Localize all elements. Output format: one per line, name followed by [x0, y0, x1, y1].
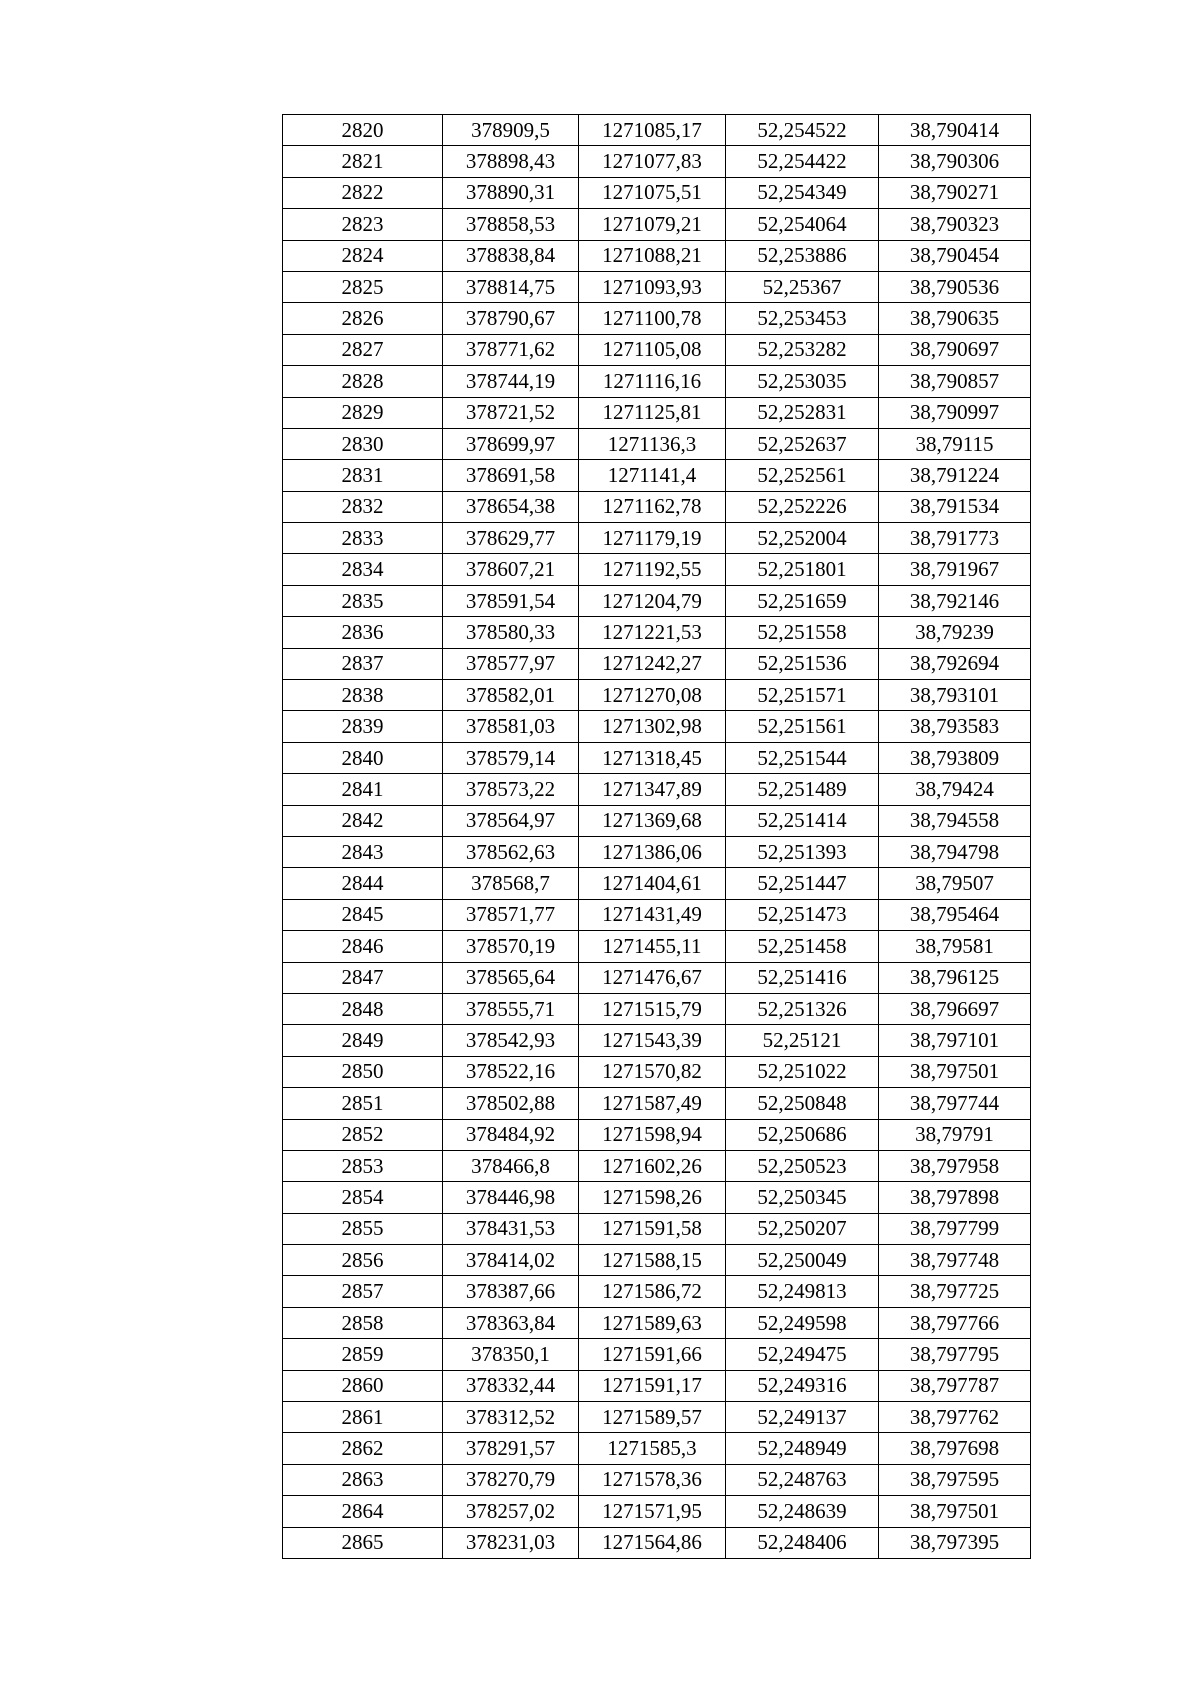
y-coordinate-cell: 1271591,17: [579, 1370, 726, 1401]
x-coordinate-cell: 378350,1: [443, 1339, 579, 1370]
latitude-cell: 52,252637: [726, 428, 879, 459]
point-number-cell: 2820: [283, 115, 443, 146]
x-coordinate-cell: 378542,93: [443, 1025, 579, 1056]
table-row: [283, 460, 1031, 491]
y-coordinate-cell: 1271543,39: [579, 1025, 726, 1056]
y-coordinate-cell: 1271116,16: [579, 366, 726, 397]
latitude-cell: 52,254349: [726, 177, 879, 208]
latitude-cell: 52,251393: [726, 836, 879, 867]
point-number-cell: 2846: [283, 931, 443, 962]
latitude-cell: 52,251022: [726, 1056, 879, 1087]
latitude-cell: 52,250523: [726, 1150, 879, 1181]
longitude-cell: 38,797101: [879, 1025, 1031, 1056]
table-row: [283, 1370, 1031, 1401]
y-coordinate-cell: 1271571,95: [579, 1496, 726, 1527]
y-coordinate-cell: 1271589,63: [579, 1307, 726, 1338]
longitude-cell: 38,797501: [879, 1056, 1031, 1087]
x-coordinate-cell: 378898,43: [443, 146, 579, 177]
y-coordinate-cell: 1271564,86: [579, 1527, 726, 1558]
longitude-cell: 38,790454: [879, 240, 1031, 271]
x-coordinate-cell: 378555,71: [443, 993, 579, 1024]
latitude-cell: 52,251536: [726, 648, 879, 679]
x-coordinate-cell: 378312,52: [443, 1402, 579, 1433]
x-coordinate-cell: 378691,58: [443, 460, 579, 491]
table-row: [283, 1464, 1031, 1495]
latitude-cell: 52,254064: [726, 209, 879, 240]
longitude-cell: 38,797744: [879, 1088, 1031, 1119]
longitude-cell: 38,797395: [879, 1527, 1031, 1558]
x-coordinate-cell: 378414,02: [443, 1245, 579, 1276]
y-coordinate-cell: 1271587,49: [579, 1088, 726, 1119]
longitude-cell: 38,794798: [879, 836, 1031, 867]
y-coordinate-cell: 1271302,98: [579, 711, 726, 742]
x-coordinate-cell: 378431,53: [443, 1213, 579, 1244]
point-number-cell: 2863: [283, 1464, 443, 1495]
table-row: [283, 366, 1031, 397]
y-coordinate-cell: 1271586,72: [579, 1276, 726, 1307]
longitude-cell: 38,790414: [879, 115, 1031, 146]
longitude-cell: 38,791967: [879, 554, 1031, 585]
longitude-cell: 38,79507: [879, 868, 1031, 899]
point-number-cell: 2830: [283, 428, 443, 459]
y-coordinate-cell: 1271585,3: [579, 1433, 726, 1464]
y-coordinate-cell: 1271386,06: [579, 836, 726, 867]
longitude-cell: 38,790997: [879, 397, 1031, 428]
longitude-cell: 38,797748: [879, 1245, 1031, 1276]
y-coordinate-cell: 1271141,4: [579, 460, 726, 491]
latitude-cell: 52,248949: [726, 1433, 879, 1464]
x-coordinate-cell: 378629,77: [443, 523, 579, 554]
point-number-cell: 2856: [283, 1245, 443, 1276]
table-row: [283, 1433, 1031, 1464]
longitude-cell: 38,79115: [879, 428, 1031, 459]
table-row: [283, 1025, 1031, 1056]
longitude-cell: 38,79424: [879, 774, 1031, 805]
x-coordinate-cell: 378568,7: [443, 868, 579, 899]
point-number-cell: 2840: [283, 742, 443, 773]
latitude-cell: 52,253035: [726, 366, 879, 397]
latitude-cell: 52,251473: [726, 899, 879, 930]
table-row: [283, 491, 1031, 522]
y-coordinate-cell: 1271369,68: [579, 805, 726, 836]
x-coordinate-cell: 378582,01: [443, 680, 579, 711]
table-row: [283, 962, 1031, 993]
y-coordinate-cell: 1271589,57: [579, 1402, 726, 1433]
table-row: [283, 209, 1031, 240]
y-coordinate-cell: 1271093,93: [579, 271, 726, 302]
y-coordinate-cell: 1271455,11: [579, 931, 726, 962]
longitude-cell: 38,794558: [879, 805, 1031, 836]
longitude-cell: 38,797762: [879, 1402, 1031, 1433]
table-row: [283, 1339, 1031, 1370]
latitude-cell: 52,251416: [726, 962, 879, 993]
table-row: [283, 805, 1031, 836]
latitude-cell: 52,251659: [726, 585, 879, 616]
x-coordinate-cell: 378565,64: [443, 962, 579, 993]
latitude-cell: 52,252561: [726, 460, 879, 491]
table-row: [283, 711, 1031, 742]
x-coordinate-cell: 378577,97: [443, 648, 579, 679]
point-number-cell: 2839: [283, 711, 443, 742]
x-coordinate-cell: 378699,97: [443, 428, 579, 459]
table-row: [283, 1056, 1031, 1087]
x-coordinate-cell: 378270,79: [443, 1464, 579, 1495]
x-coordinate-cell: 378744,19: [443, 366, 579, 397]
latitude-cell: 52,250345: [726, 1182, 879, 1213]
latitude-cell: 52,252004: [726, 523, 879, 554]
latitude-cell: 52,251801: [726, 554, 879, 585]
table-row: [283, 397, 1031, 428]
point-number-cell: 2851: [283, 1088, 443, 1119]
longitude-cell: 38,797766: [879, 1307, 1031, 1338]
point-number-cell: 2829: [283, 397, 443, 428]
longitude-cell: 38,797795: [879, 1339, 1031, 1370]
y-coordinate-cell: 1271404,61: [579, 868, 726, 899]
table-row: [283, 428, 1031, 459]
y-coordinate-cell: 1271347,89: [579, 774, 726, 805]
table-row: [283, 617, 1031, 648]
latitude-cell: 52,251558: [726, 617, 879, 648]
latitude-cell: 52,253282: [726, 334, 879, 365]
table-row: [283, 1119, 1031, 1150]
x-coordinate-cell: 378581,03: [443, 711, 579, 742]
y-coordinate-cell: 1271085,17: [579, 115, 726, 146]
longitude-cell: 38,790271: [879, 177, 1031, 208]
longitude-cell: 38,790857: [879, 366, 1031, 397]
longitude-cell: 38,793809: [879, 742, 1031, 773]
longitude-cell: 38,790697: [879, 334, 1031, 365]
point-number-cell: 2826: [283, 303, 443, 334]
latitude-cell: 52,25367: [726, 271, 879, 302]
longitude-cell: 38,790635: [879, 303, 1031, 334]
longitude-cell: 38,797898: [879, 1182, 1031, 1213]
x-coordinate-cell: 378332,44: [443, 1370, 579, 1401]
latitude-cell: 52,248763: [726, 1464, 879, 1495]
point-number-cell: 2824: [283, 240, 443, 271]
latitude-cell: 52,252831: [726, 397, 879, 428]
y-coordinate-cell: 1271204,79: [579, 585, 726, 616]
point-number-cell: 2860: [283, 1370, 443, 1401]
y-coordinate-cell: 1271270,08: [579, 680, 726, 711]
latitude-cell: 52,254422: [726, 146, 879, 177]
y-coordinate-cell: 1271431,49: [579, 899, 726, 930]
coordinates-table-body: [283, 115, 1031, 1559]
table-row: [283, 868, 1031, 899]
point-number-cell: 2822: [283, 177, 443, 208]
point-number-cell: 2857: [283, 1276, 443, 1307]
x-coordinate-cell: 378291,57: [443, 1433, 579, 1464]
longitude-cell: 38,792146: [879, 585, 1031, 616]
table-row: [283, 742, 1031, 773]
latitude-cell: 52,252226: [726, 491, 879, 522]
table-row: [283, 774, 1031, 805]
latitude-cell: 52,253886: [726, 240, 879, 271]
x-coordinate-cell: 378570,19: [443, 931, 579, 962]
latitude-cell: 52,249813: [726, 1276, 879, 1307]
longitude-cell: 38,790323: [879, 209, 1031, 240]
x-coordinate-cell: 378466,8: [443, 1150, 579, 1181]
latitude-cell: 52,248406: [726, 1527, 879, 1558]
latitude-cell: 52,250207: [726, 1213, 879, 1244]
x-coordinate-cell: 378363,84: [443, 1307, 579, 1338]
longitude-cell: 38,790306: [879, 146, 1031, 177]
y-coordinate-cell: 1271075,51: [579, 177, 726, 208]
x-coordinate-cell: 378564,97: [443, 805, 579, 836]
latitude-cell: 52,251458: [726, 931, 879, 962]
y-coordinate-cell: 1271591,58: [579, 1213, 726, 1244]
longitude-cell: 38,793583: [879, 711, 1031, 742]
table-row: [283, 1088, 1031, 1119]
y-coordinate-cell: 1271162,78: [579, 491, 726, 522]
latitude-cell: 52,249137: [726, 1402, 879, 1433]
longitude-cell: 38,795464: [879, 899, 1031, 930]
point-number-cell: 2825: [283, 271, 443, 302]
point-number-cell: 2865: [283, 1527, 443, 1558]
y-coordinate-cell: 1271192,55: [579, 554, 726, 585]
table-row: [283, 1150, 1031, 1181]
point-number-cell: 2843: [283, 836, 443, 867]
x-coordinate-cell: 378387,66: [443, 1276, 579, 1307]
y-coordinate-cell: 1271591,66: [579, 1339, 726, 1370]
latitude-cell: 52,251326: [726, 993, 879, 1024]
x-coordinate-cell: 378573,22: [443, 774, 579, 805]
table-row: [283, 1402, 1031, 1433]
point-number-cell: 2854: [283, 1182, 443, 1213]
x-coordinate-cell: 378484,92: [443, 1119, 579, 1150]
y-coordinate-cell: 1271578,36: [579, 1464, 726, 1495]
longitude-cell: 38,79791: [879, 1119, 1031, 1150]
longitude-cell: 38,796697: [879, 993, 1031, 1024]
table-row: [283, 1307, 1031, 1338]
table-row: [283, 146, 1031, 177]
table-row: [283, 931, 1031, 962]
table-row: [283, 1182, 1031, 1213]
latitude-cell: 52,251489: [726, 774, 879, 805]
point-number-cell: 2850: [283, 1056, 443, 1087]
point-number-cell: 2849: [283, 1025, 443, 1056]
x-coordinate-cell: 378446,98: [443, 1182, 579, 1213]
x-coordinate-cell: 378654,38: [443, 491, 579, 522]
latitude-cell: 52,253453: [726, 303, 879, 334]
x-coordinate-cell: 378771,62: [443, 334, 579, 365]
y-coordinate-cell: 1271079,21: [579, 209, 726, 240]
table-row: [283, 1213, 1031, 1244]
y-coordinate-cell: 1271077,83: [579, 146, 726, 177]
table-row: [283, 585, 1031, 616]
x-coordinate-cell: 378721,52: [443, 397, 579, 428]
table-row: [283, 554, 1031, 585]
y-coordinate-cell: 1271179,19: [579, 523, 726, 554]
longitude-cell: 38,791773: [879, 523, 1031, 554]
table-row: [283, 680, 1031, 711]
point-number-cell: 2838: [283, 680, 443, 711]
point-number-cell: 2823: [283, 209, 443, 240]
table-row: [283, 240, 1031, 271]
table-row: [283, 334, 1031, 365]
y-coordinate-cell: 1271598,94: [579, 1119, 726, 1150]
x-coordinate-cell: 378502,88: [443, 1088, 579, 1119]
table-row: [283, 271, 1031, 302]
latitude-cell: 52,250848: [726, 1088, 879, 1119]
longitude-cell: 38,793101: [879, 680, 1031, 711]
latitude-cell: 52,249475: [726, 1339, 879, 1370]
point-number-cell: 2834: [283, 554, 443, 585]
point-number-cell: 2827: [283, 334, 443, 365]
table-row: [283, 648, 1031, 679]
y-coordinate-cell: 1271088,21: [579, 240, 726, 271]
point-number-cell: 2845: [283, 899, 443, 930]
point-number-cell: 2837: [283, 648, 443, 679]
x-coordinate-cell: 378790,67: [443, 303, 579, 334]
y-coordinate-cell: 1271515,79: [579, 993, 726, 1024]
latitude-cell: 52,249316: [726, 1370, 879, 1401]
point-number-cell: 2853: [283, 1150, 443, 1181]
latitude-cell: 52,251414: [726, 805, 879, 836]
point-number-cell: 2841: [283, 774, 443, 805]
table-row: [283, 1276, 1031, 1307]
x-coordinate-cell: 378814,75: [443, 271, 579, 302]
longitude-cell: 38,79581: [879, 931, 1031, 962]
table-row: [283, 1527, 1031, 1558]
latitude-cell: 52,249598: [726, 1307, 879, 1338]
latitude-cell: 52,254522: [726, 115, 879, 146]
point-number-cell: 2842: [283, 805, 443, 836]
y-coordinate-cell: 1271318,45: [579, 742, 726, 773]
point-number-cell: 2847: [283, 962, 443, 993]
longitude-cell: 38,79239: [879, 617, 1031, 648]
longitude-cell: 38,791534: [879, 491, 1031, 522]
point-number-cell: 2828: [283, 366, 443, 397]
point-number-cell: 2862: [283, 1433, 443, 1464]
longitude-cell: 38,791224: [879, 460, 1031, 491]
table-row: [283, 1245, 1031, 1276]
latitude-cell: 52,251544: [726, 742, 879, 773]
latitude-cell: 52,250686: [726, 1119, 879, 1150]
longitude-cell: 38,797725: [879, 1276, 1031, 1307]
point-number-cell: 2836: [283, 617, 443, 648]
y-coordinate-cell: 1271598,26: [579, 1182, 726, 1213]
longitude-cell: 38,797799: [879, 1213, 1031, 1244]
point-number-cell: 2821: [283, 146, 443, 177]
longitude-cell: 38,797958: [879, 1150, 1031, 1181]
point-number-cell: 2855: [283, 1213, 443, 1244]
y-coordinate-cell: 1271105,08: [579, 334, 726, 365]
table-row: [283, 115, 1031, 146]
table-row: [283, 899, 1031, 930]
x-coordinate-cell: 378838,84: [443, 240, 579, 271]
table-row: [283, 177, 1031, 208]
point-number-cell: 2861: [283, 1402, 443, 1433]
x-coordinate-cell: 378579,14: [443, 742, 579, 773]
point-number-cell: 2833: [283, 523, 443, 554]
x-coordinate-cell: 378890,31: [443, 177, 579, 208]
x-coordinate-cell: 378257,02: [443, 1496, 579, 1527]
latitude-cell: 52,248639: [726, 1496, 879, 1527]
latitude-cell: 52,251561: [726, 711, 879, 742]
y-coordinate-cell: 1271136,3: [579, 428, 726, 459]
point-number-cell: 2844: [283, 868, 443, 899]
point-number-cell: 2858: [283, 1307, 443, 1338]
longitude-cell: 38,790536: [879, 271, 1031, 302]
point-number-cell: 2864: [283, 1496, 443, 1527]
y-coordinate-cell: 1271588,15: [579, 1245, 726, 1276]
point-number-cell: 2859: [283, 1339, 443, 1370]
y-coordinate-cell: 1271476,67: [579, 962, 726, 993]
longitude-cell: 38,796125: [879, 962, 1031, 993]
table-row: [283, 523, 1031, 554]
longitude-cell: 38,797595: [879, 1464, 1031, 1495]
y-coordinate-cell: 1271242,27: [579, 648, 726, 679]
x-coordinate-cell: 378909,5: [443, 115, 579, 146]
y-coordinate-cell: 1271125,81: [579, 397, 726, 428]
coordinates-table: [282, 114, 1031, 1559]
point-number-cell: 2831: [283, 460, 443, 491]
point-number-cell: 2852: [283, 1119, 443, 1150]
y-coordinate-cell: 1271100,78: [579, 303, 726, 334]
x-coordinate-cell: 378522,16: [443, 1056, 579, 1087]
longitude-cell: 38,797787: [879, 1370, 1031, 1401]
table-row: [283, 1496, 1031, 1527]
point-number-cell: 2835: [283, 585, 443, 616]
x-coordinate-cell: 378571,77: [443, 899, 579, 930]
table-row: [283, 836, 1031, 867]
latitude-cell: 52,250049: [726, 1245, 879, 1276]
table-row: [283, 303, 1031, 334]
latitude-cell: 52,25121: [726, 1025, 879, 1056]
y-coordinate-cell: 1271570,82: [579, 1056, 726, 1087]
x-coordinate-cell: 378607,21: [443, 554, 579, 585]
point-number-cell: 2848: [283, 993, 443, 1024]
latitude-cell: 52,251447: [726, 868, 879, 899]
y-coordinate-cell: 1271221,53: [579, 617, 726, 648]
point-number-cell: 2832: [283, 491, 443, 522]
latitude-cell: 52,251571: [726, 680, 879, 711]
x-coordinate-cell: 378580,33: [443, 617, 579, 648]
longitude-cell: 38,797698: [879, 1433, 1031, 1464]
longitude-cell: 38,797501: [879, 1496, 1031, 1527]
y-coordinate-cell: 1271602,26: [579, 1150, 726, 1181]
x-coordinate-cell: 378591,54: [443, 585, 579, 616]
x-coordinate-cell: 378562,63: [443, 836, 579, 867]
table-row: [283, 993, 1031, 1024]
x-coordinate-cell: 378231,03: [443, 1527, 579, 1558]
longitude-cell: 38,792694: [879, 648, 1031, 679]
x-coordinate-cell: 378858,53: [443, 209, 579, 240]
